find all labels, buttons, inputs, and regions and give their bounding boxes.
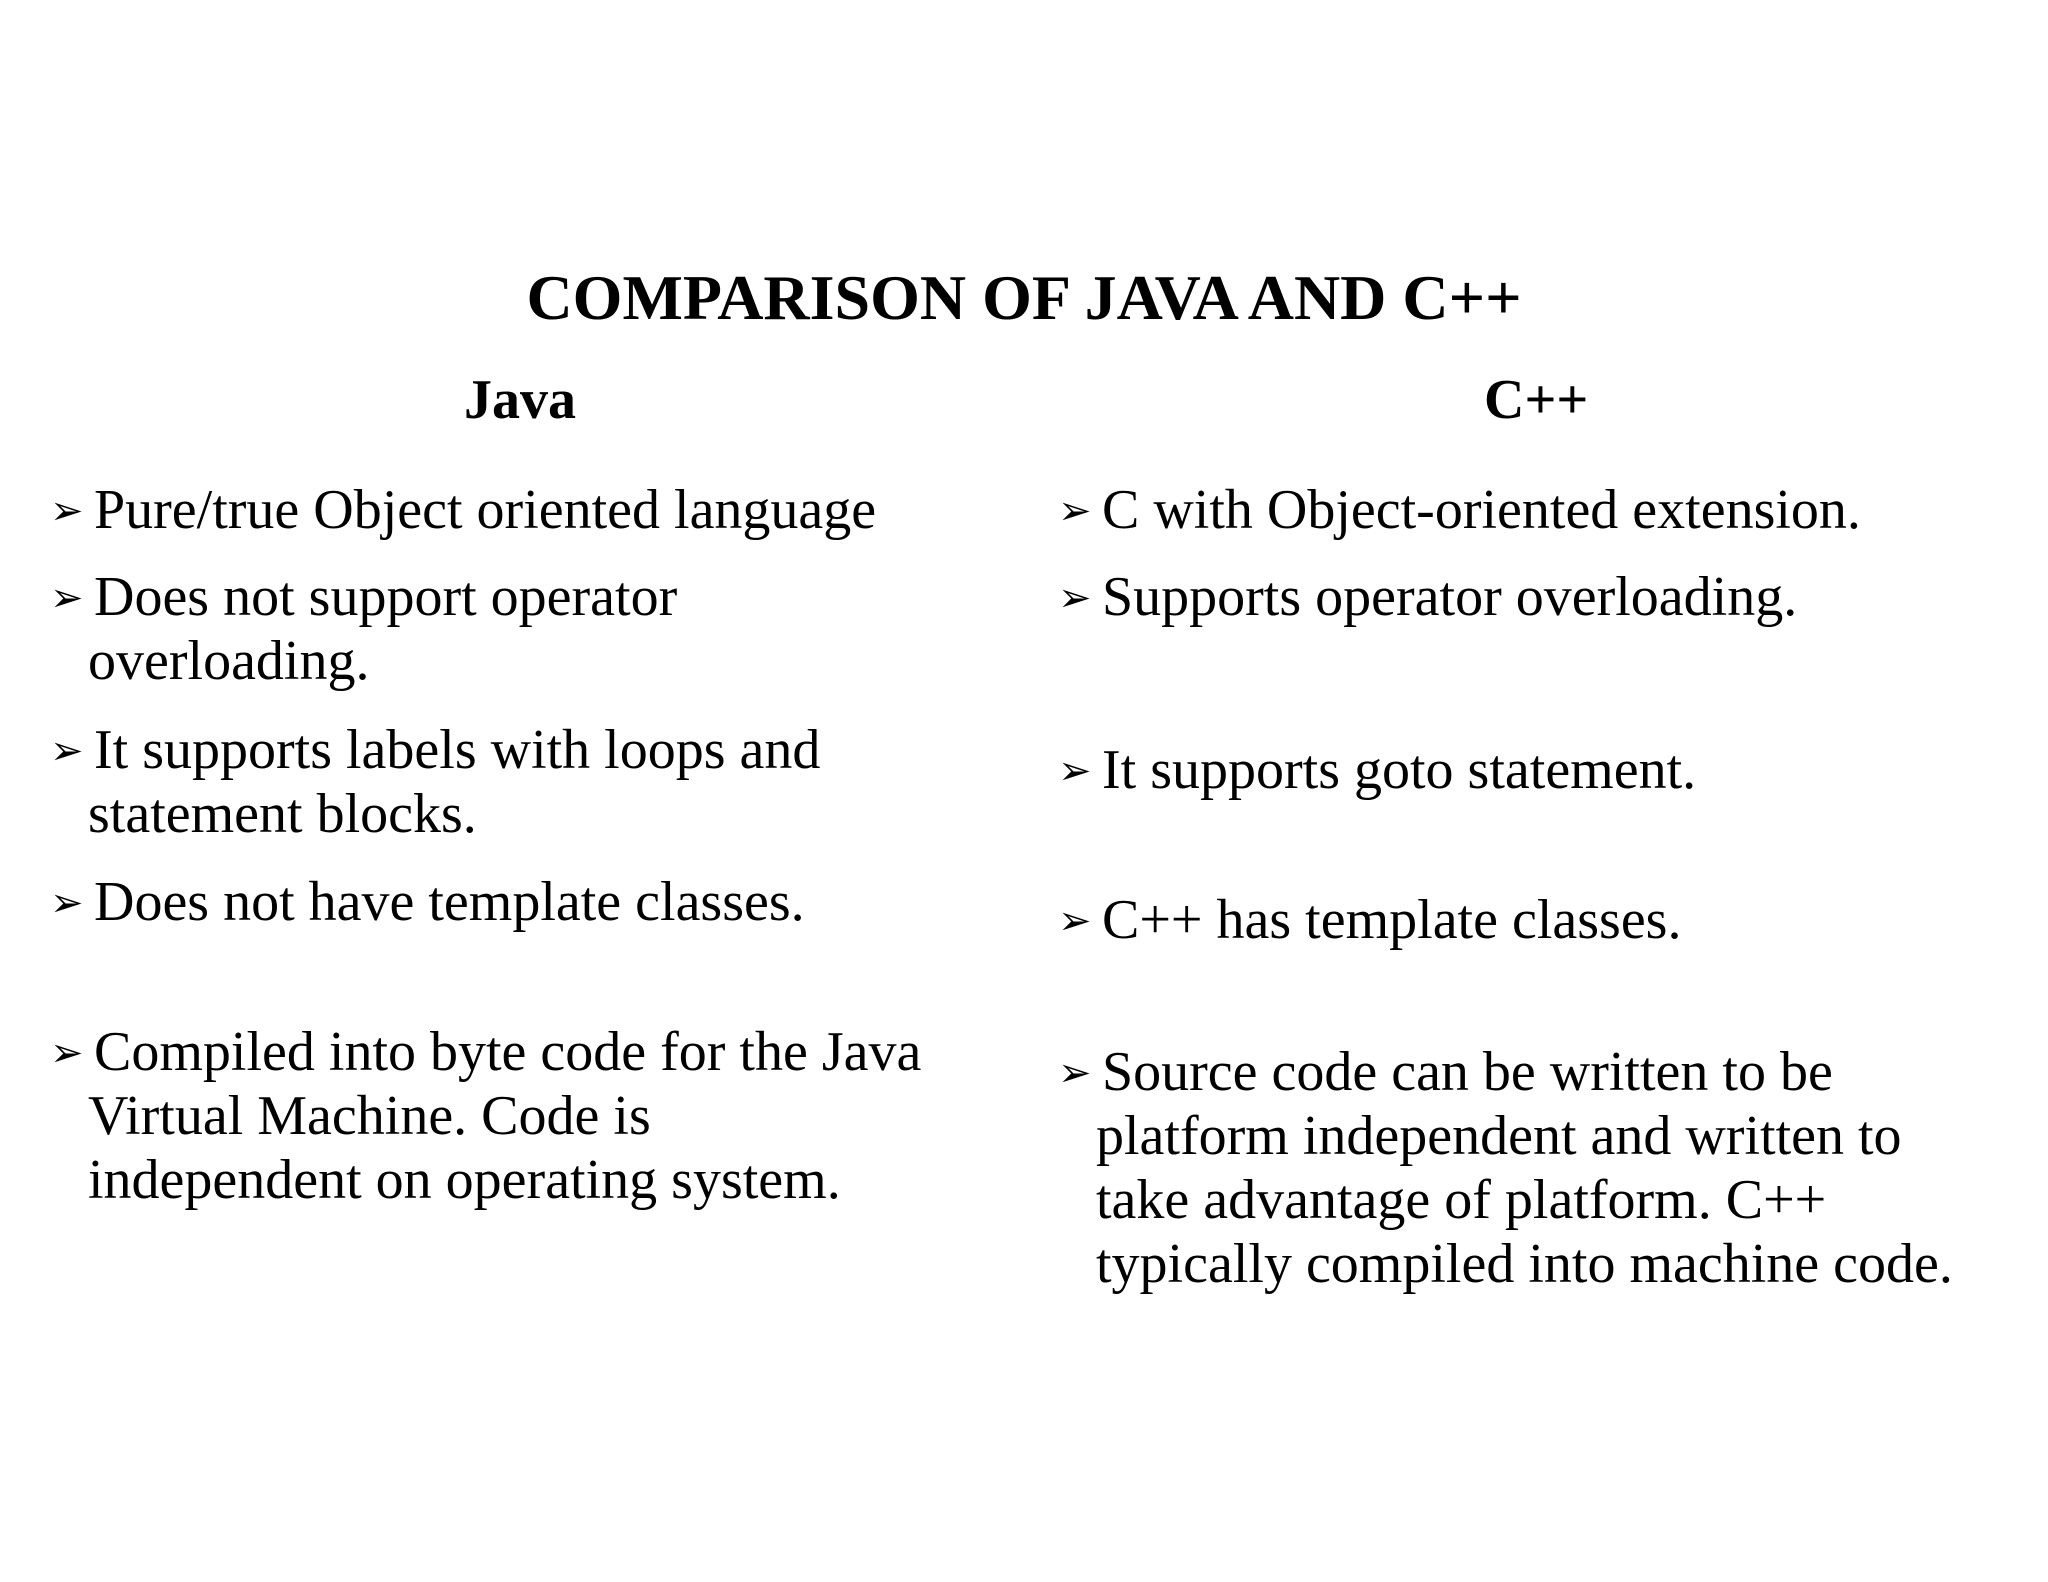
java-item-2	[50, 565, 677, 693]
item-line: statement blocks.	[88, 783, 477, 845]
cpp-item-2	[1058, 565, 1797, 629]
item-line: Source code can be written to be	[1102, 1041, 1833, 1103]
item-line: It supports goto statement.	[1102, 739, 1697, 801]
java-item-1	[50, 478, 876, 542]
item-line: Compiled into byte code for the Java	[94, 1021, 922, 1083]
item-line: overloading.	[88, 630, 370, 692]
item-line: Virtual Machine. Code is	[88, 1085, 651, 1147]
arrow-bullet-icon: ➢	[1058, 488, 1092, 534]
arrow-bullet-icon: ➢	[50, 728, 84, 774]
arrow-bullet-icon: ➢	[1058, 748, 1092, 794]
item-line: Does not support operator	[94, 566, 678, 628]
java-item-4	[50, 870, 805, 934]
item-line: independent on operating system.	[88, 1149, 841, 1211]
item-line: Does not have template classes.	[94, 871, 805, 933]
java-item-3	[50, 718, 820, 846]
item-line: typically compiled into machine code.	[1096, 1233, 1953, 1295]
arrow-bullet-icon: ➢	[50, 575, 84, 621]
cpp-item-1	[1058, 478, 1861, 542]
item-line: platform independent and written to	[1096, 1105, 1902, 1167]
cpp-item-3	[1058, 738, 1696, 802]
slide-title: COMPARISON OF JAVA AND C++	[526, 262, 1522, 333]
item-line: C++ has template classes.	[1102, 889, 1682, 951]
arrow-bullet-icon: ➢	[1058, 575, 1092, 621]
java-column-heading: Java	[464, 369, 576, 431]
arrow-bullet-icon: ➢	[50, 488, 84, 534]
arrow-bullet-icon: ➢	[1058, 898, 1092, 944]
cpp-item-5	[1058, 1040, 1953, 1296]
arrow-bullet-icon: ➢	[50, 880, 84, 926]
arrow-bullet-icon: ➢	[1058, 1050, 1092, 1096]
arrow-bullet-icon: ➢	[50, 1030, 84, 1076]
item-line: C with Object-oriented extension.	[1102, 479, 1861, 541]
item-line: Pure/true Object oriented language	[94, 479, 877, 541]
cpp-item-4	[1058, 888, 1681, 952]
item-line: take advantage of platform. C++	[1096, 1169, 1827, 1231]
item-line: Supports operator overloading.	[1102, 566, 1798, 628]
java-item-5	[50, 1020, 921, 1212]
item-line: It supports labels with loops and	[94, 719, 821, 781]
cpp-column-heading: C++	[1484, 369, 1589, 431]
